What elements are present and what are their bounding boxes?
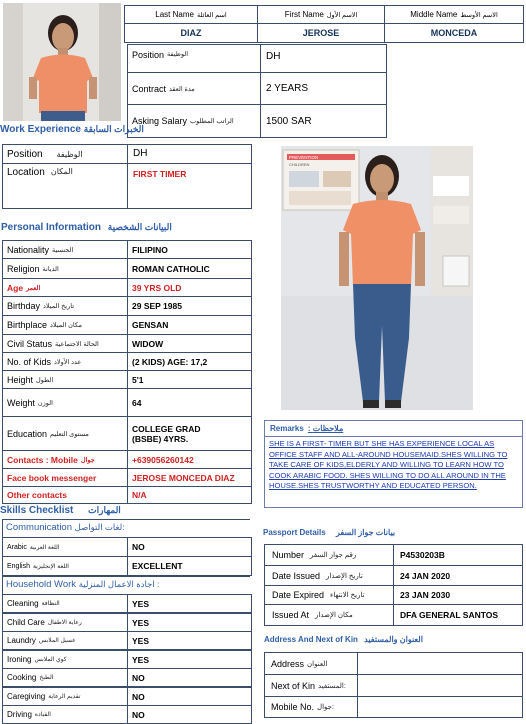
personal-value-education — [127, 416, 252, 451]
applicant-headshot-photo — [3, 3, 121, 121]
personal-label-contacts-mobile — [2, 450, 128, 469]
skills-checklist-title: Skills Checklist المهارات — [0, 505, 121, 516]
address-value-address — [357, 652, 523, 675]
personal-label-no-of-kids-arabic-text: عدد الأولاد — [54, 358, 82, 366]
personal-label-birthday-arabic-text: تاريخ الميلاد — [43, 303, 75, 310]
personal-label-education-text: Education — [7, 428, 48, 439]
personal-label-weight-arabic-text: الوزن — [37, 399, 53, 407]
personal-value-birthday: 29 SEP 1985 — [127, 296, 252, 316]
remarks-title: Remarks : ملاحظات — [270, 424, 344, 433]
asking-salary-value: 1500 SAR — [260, 104, 387, 138]
personal-label-contacts-mobile-text: Contacts : Mobile — [7, 454, 78, 465]
household-label-laundry — [2, 631, 128, 650]
personal-label-no-of-kids — [2, 352, 128, 371]
position-value: DH — [260, 44, 387, 73]
household-label-driving — [2, 705, 128, 724]
personal-label-weight — [2, 388, 128, 417]
work-experience-title: Work Experience الخبرات السابقة — [0, 124, 144, 135]
passport-label-date-expired-text: Date Expired — [272, 590, 325, 600]
household-work-header: Household Work اجادة الاعمال المنزلية : — [2, 576, 250, 595]
address-label-address-text: Address — [271, 658, 305, 669]
household-value-caregiving: NO — [127, 687, 252, 706]
personal-label-age — [2, 278, 128, 297]
household-label-caregiving — [2, 687, 128, 706]
household-value-laundry: YES — [127, 631, 252, 650]
personal-value-height: 5'1 — [127, 370, 252, 389]
middle-name-label: Middle Name الاسم الأوسط — [384, 5, 524, 24]
address-next-of-kin-title: Address And Next of Kin العنوان والمستفيد — [264, 635, 423, 644]
svg-text:CHILDREN: CHILDREN — [289, 162, 310, 167]
personal-label-civil-status — [2, 334, 128, 353]
passport-value-date-expired: 23 JAN 2030 — [393, 585, 523, 605]
personal-label-education-arabic-text: مستوى التعليم — [50, 430, 89, 438]
personal-label-height-text: Height — [7, 374, 34, 385]
household-label-caregiving-text: Caregiving — [7, 692, 46, 701]
address-label-address — [264, 652, 358, 675]
passport-value-issued-at: DFA GENERAL SANTOS — [393, 604, 523, 626]
personal-label-religion-arabic-text: الديانة — [42, 265, 59, 273]
position-label: Position الوظيفة — [127, 44, 261, 73]
passport-label-issued-at — [264, 604, 394, 626]
personal-label-no-of-kids-text: No. of Kids — [7, 356, 52, 367]
household-value-driving: NO — [127, 705, 252, 724]
asking-salary-label: Asking Salary الراتب المطلوب — [127, 104, 261, 138]
passport-label-date-expired-arabic-text: تاريخ الانتهاء — [330, 592, 365, 599]
household-value-child-care: YES — [127, 613, 252, 632]
household-label-cleaning-text: Cleaning — [7, 599, 39, 608]
full-body-image — [281, 146, 473, 410]
communication-label-english-text: English — [7, 562, 30, 570]
personal-value-other-contacts: N/A — [127, 486, 252, 504]
communication-label-arabic-arabic-text: اللغة العربية — [29, 544, 60, 551]
communication-label-english-arabic-text: اللغة الإنجليزية — [32, 563, 69, 570]
household-label-caregiving-arabic-text: تقديم الرعاية — [48, 694, 81, 700]
personal-label-religion-text: Religion — [7, 263, 40, 274]
personal-value-nationality: FILIPINO — [127, 240, 252, 259]
address-label-mobile-no-arabic-text: جوال: — [317, 704, 334, 711]
address-label-mobile-no — [264, 696, 358, 718]
household-label-driving-text: Driving — [7, 710, 32, 719]
education-value-line1: COLLEGE GRAD — [132, 423, 201, 434]
personal-value-no-of-kids: (2 KIDS) AGE: 17,2 — [127, 352, 252, 371]
personal-label-age-arabic-text: العمر — [26, 284, 41, 292]
education-value-line2: (BSBE) 4YRS. — [132, 433, 189, 444]
household-label-driving-arabic-text: القيادة — [34, 712, 51, 718]
communication-label-arabic-text: Arabic — [7, 543, 27, 551]
personal-label-nationality — [2, 240, 128, 259]
household-label-ironing-arabic-text: كوي الملابس — [34, 657, 67, 663]
personal-information-title: Personal Information البيانات الشخصية — [1, 222, 172, 233]
personal-label-birthplace — [2, 315, 128, 335]
last-name-value: DIAZ — [124, 23, 258, 43]
personal-label-civil-status-arabic-text: الحالة الاجتماعية — [55, 340, 99, 348]
remarks-divider — [265, 436, 522, 437]
personal-label-nationality-arabic-text: الجنسية — [52, 246, 74, 254]
household-label-child-care — [2, 613, 128, 632]
work-position-label: Position الوظيفة — [2, 144, 128, 164]
passport-label-date-issued-text: Date Issued — [272, 570, 321, 581]
personal-value-civil-status: WIDOW — [127, 334, 252, 353]
personal-value-age: 39 YRS OLD — [127, 278, 252, 297]
personal-label-religion — [2, 258, 128, 279]
household-label-cooking — [2, 668, 128, 687]
address-label-next-of-kin-arabic-text: المستفيد: — [318, 682, 346, 690]
household-value-cleaning: YES — [127, 594, 252, 613]
middle-name-value: MONCEDA — [384, 23, 524, 43]
contract-label: Contract مدة العقد — [127, 72, 261, 105]
personal-label-birthday — [2, 296, 128, 316]
household-value-cooking: NO — [127, 668, 252, 687]
communication-label-arabic — [2, 537, 128, 557]
address-label-next-of-kin — [264, 674, 358, 697]
personal-label-height — [2, 370, 128, 389]
personal-label-birthplace-text: Birthplace — [7, 320, 48, 330]
passport-value-number: P4530203B — [393, 544, 523, 566]
passport-label-number-text: Number — [272, 550, 305, 560]
household-label-laundry-arabic-text: غسيل الملابس — [38, 638, 76, 644]
passport-label-issued-at-text: Issued At — [272, 610, 310, 620]
personal-value-weight: 64 — [127, 388, 252, 417]
address-value-mobile-no — [357, 696, 523, 718]
address-label-address-arabic-text: العنوان — [307, 660, 328, 668]
passport-label-date-issued-arabic-text: تاريخ الإصدار — [326, 572, 363, 580]
passport-details-title: Passport Details بيانات جواز السفر — [263, 528, 396, 537]
household-label-cooking-text: Cooking — [7, 673, 37, 682]
personal-label-face-book-messenger — [2, 468, 128, 487]
remarks-text: SHE IS A FIRST- TIMER BUT SHE HAS EXPERIENCE LOCAL AS OFFICE STAFF AND ALL-AROUND HOUSEMAID.SHES WILLING TO TAKE CARE OF KIDS,ELDERLY AND WILLING TO LEARN HOW TO COOK ARABIC FOOD. SHES WILLING TO DO ALL AROUND IN THE HOUSE.SHES TRUSTWORTHY AND EDUCATED PERSON. — [269, 439, 508, 490]
household-label-ironing — [2, 650, 128, 669]
passport-label-number — [264, 544, 394, 566]
personal-label-civil-status-text: Civil Status — [7, 338, 53, 349]
personal-label-height-arabic-text: الطول — [36, 376, 54, 384]
passport-value-date-issued: 24 JAN 2020 — [393, 565, 523, 586]
household-label-cleaning — [2, 594, 128, 613]
personal-label-contacts-mobile-arabic-text: جوال — [80, 456, 95, 464]
last-name-label: Last Name اسم العائلة — [124, 5, 258, 24]
address-value-next-of-kin — [357, 674, 523, 697]
personal-value-contacts-mobile: +639056260142 — [127, 450, 252, 469]
personal-label-face-book-messenger-text: Face book messenger — [7, 472, 97, 483]
personal-label-birthplace-arabic-text: مكان الميلاد — [50, 322, 82, 329]
passport-label-date-expired — [264, 585, 394, 605]
household-label-laundry-text: Laundry — [7, 636, 36, 645]
personal-label-weight-text: Weight — [7, 397, 35, 408]
communication-label-english — [2, 556, 128, 576]
communication-value-english: EXCELLENT — [127, 556, 252, 576]
communication-header: Communication لغات التواصل: — [2, 519, 250, 538]
household-label-cleaning-arabic-text: النظافة — [41, 601, 60, 607]
passport-label-issued-at-arabic-text: مكان الإصدار — [315, 612, 353, 619]
applicant-full-body-photo — [281, 146, 473, 410]
household-label-cooking-arabic-text: الطبخ — [39, 675, 54, 681]
household-value-ironing: YES — [127, 650, 252, 669]
work-location-label: Location المكان — [2, 163, 128, 209]
household-label-ironing-text: Ironing — [7, 655, 32, 664]
address-label-next-of-kin-text: Next of Kin — [271, 680, 316, 691]
passport-label-number-arabic-text: رقم جواز السفر — [310, 552, 357, 559]
work-location-value: FIRST TIMER — [127, 163, 252, 209]
household-label-child-care-text: Child Care — [7, 618, 45, 627]
personal-label-age-text: Age — [7, 282, 24, 293]
first-name-value: JEROSE — [257, 23, 385, 43]
communication-value-arabic: NO — [127, 537, 252, 557]
svg-text:PREVENTION: PREVENTION — [289, 155, 319, 160]
contract-value: 2 YEARS — [260, 72, 387, 105]
address-label-mobile-no-text: Mobile No. — [271, 702, 315, 712]
passport-label-date-issued — [264, 565, 394, 586]
household-label-child-care-arabic-text: رعاية الاطفال — [47, 620, 82, 626]
personal-label-nationality-text: Nationality — [7, 244, 50, 255]
personal-label-education — [2, 416, 128, 451]
personal-value-face-book-messenger: JEROSE MONCEDA DIAZ — [127, 468, 252, 487]
personal-value-religion: ROMAN CATHOLIC — [127, 258, 252, 279]
personal-label-other-contacts-text: Other contacts — [7, 490, 67, 500]
first-name-label: First Name الاسم الأول — [257, 5, 385, 24]
headshot-image — [3, 3, 121, 121]
personal-label-other-contacts — [2, 486, 128, 504]
personal-label-birthday-text: Birthday — [7, 301, 41, 311]
personal-value-birthplace: GENSAN — [127, 315, 252, 335]
work-position-value: DH — [127, 144, 252, 164]
